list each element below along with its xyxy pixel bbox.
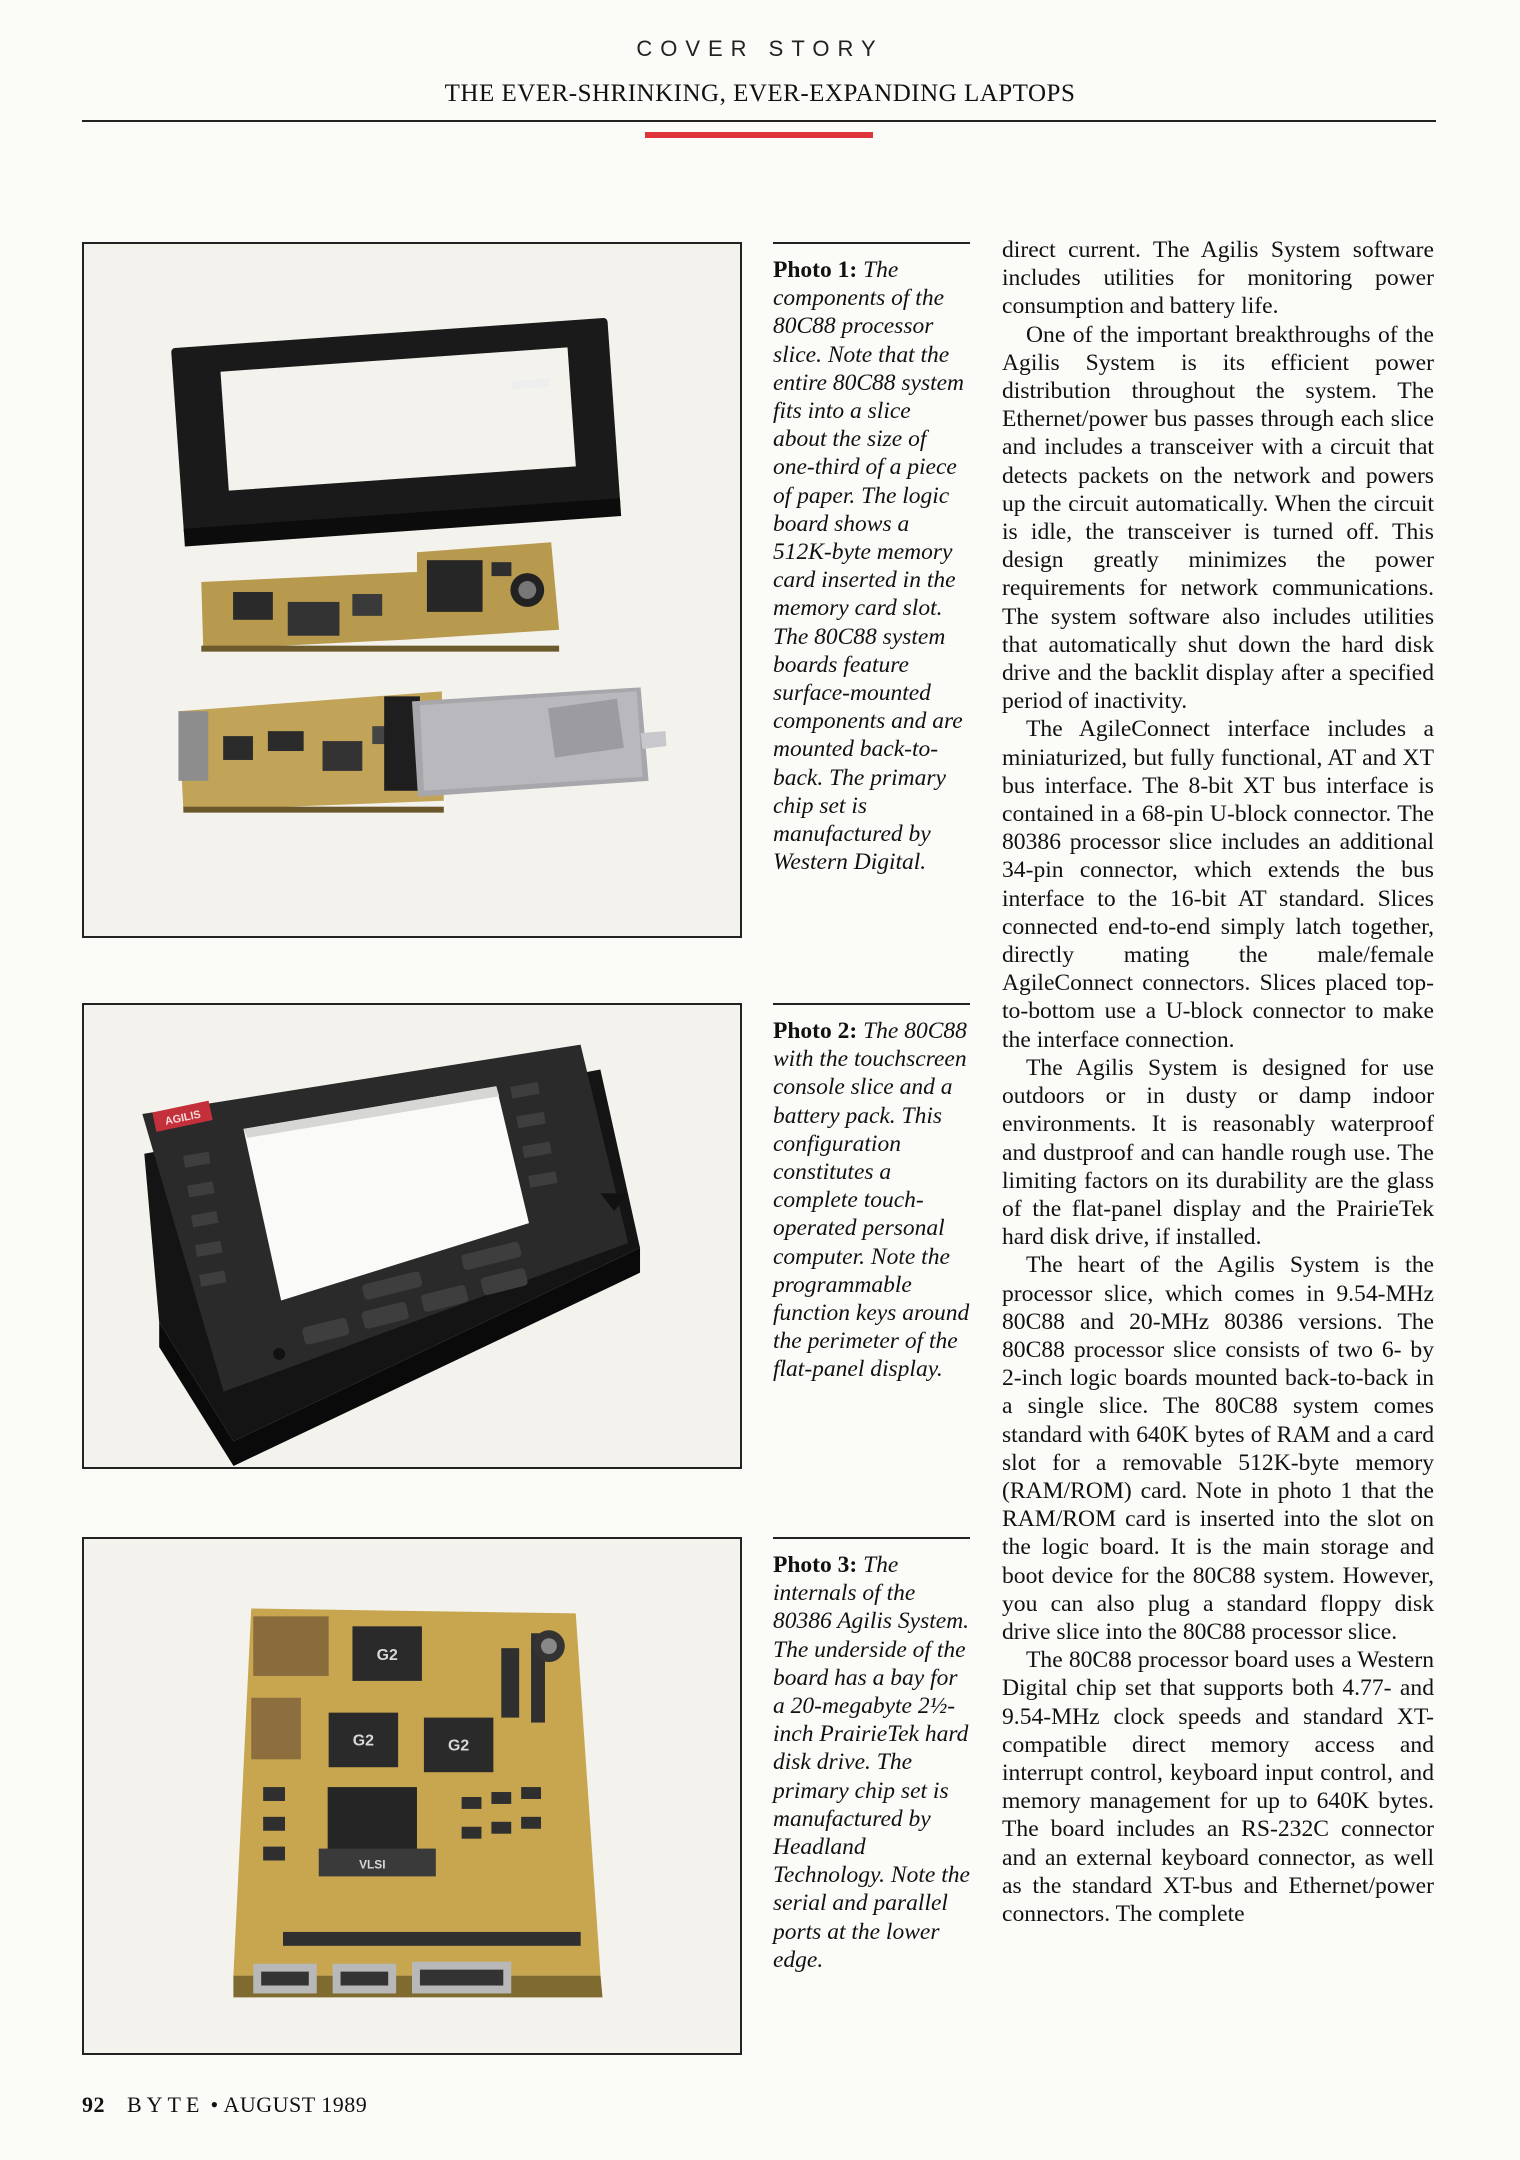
- article-body: [1002, 236, 1434, 1928]
- photo-2-caption: [773, 1003, 970, 1384]
- body-paragraph: The heart of the Agilis System is the processor slice, which comes in 9.54-MHz 80C88 and 20-MHz 80386 versions. The 80C88 processor slice consists of two 6- by 2-inch logic boards mounted back-to-back in a single slice. The 80C88 system comes standard with 640K bytes of RAM and a card slot for a removable 512K-byte memory (RAM/ROM) card. Note in photo 1 that the RAM/ROM card is inserted into the slot on the logic board. It is the main storage and boot device for the 80C88 system. However, you can also plug a standard floppy disk drive slice into the 80C88 processor slice.: [1002, 1252, 1434, 1645]
- body-paragraph: direct current. The Agilis System software includes utilities for monitoring power consumption and battery life.: [1002, 237, 1434, 320]
- photo-2-frame: [82, 1003, 742, 1469]
- header-rule: [82, 120, 1436, 122]
- footer-separator: •: [210, 2092, 219, 2117]
- photo-2-image: [84, 1005, 740, 1467]
- body-paragraph: One of the important breakthroughs of the Agilis System is its efficient power distribution throughout the system. The Ethernet/power bus passes through each slice and includes a transceiver with a circuit that detects packets on the network and powers up the circuit automatically. When the circuit is idle, the transceiver is turned off. This design greatly minimizes the power requirements for network communications. The system software also includes utilities that automatically shut down the hard disk drive and the backlit display after a specified period of inactivity.: [1002, 321, 1434, 715]
- photo-2-label: Photo 2:: [773, 1018, 858, 1044]
- photo-1-caption: [773, 242, 970, 876]
- page-footer: [82, 2092, 367, 2118]
- issue-date: AUGUST 1989: [223, 2092, 368, 2117]
- photo-3-label: Photo 3:: [773, 1552, 858, 1578]
- photo-3-caption: [773, 1537, 970, 1974]
- body-paragraph: The Agilis System is designed for use outdoors or in dusty or damp indoor environments. It is reasonably waterproof and dustproof and can handle rough use. The limiting factors on its durability are the glass of the flat-panel display and the PrairieTek hard disk drive, if installed.: [1002, 1054, 1434, 1251]
- page-number: 92: [82, 2092, 105, 2117]
- chip-label-3: G2: [448, 1737, 470, 1755]
- magazine-name: BYTE: [127, 2092, 205, 2117]
- body-paragraph: The 80C88 processor board uses a Western Digital chip set that supports both 4.77- and 9.54-MHz clock speeds and standard XT-compatible direct memory access and interrupt control, keyboard input control, and memory management for up to 640K bytes. The board includes an RS-232C connector and an external keyboard connector, as well as the standard XT-bus and Ethernet/power connectors. The complete: [1002, 1647, 1434, 1927]
- photo-3-frame: [82, 1537, 742, 2055]
- section-kicker: COVER STORY: [636, 36, 884, 61]
- photo-2-text: The 80C88 with the touchscreen console slice and a battery pack. This configuration constitutes a complete touch-operated personal computer. Note the programmable function keys around the perimeter of the flat-panel display.: [773, 1018, 970, 1383]
- accent-bar: [645, 132, 873, 138]
- photo-1-text: The components of the 80C88 processor slice. Note that the entire 80C88 system fits into a slice about the size of one-third of a piece of paper. The logic board shows a 512K-byte memory card inserted in the memory card slot. The 80C88 system boards feature surface-mounted components and are mounted back-to-back. The primary chip set is manufactured by Western Digital.: [773, 257, 965, 876]
- agilis-logo-text: AGILIS: [163, 1108, 202, 1128]
- photo-1-label: Photo 1:: [773, 257, 858, 283]
- body-paragraph: The AgileConnect interface includes a miniaturized, but fully functional, AT and XT bus interface. The 8-bit XT bus interface is contained in a 68-pin U-block connector. The 80386 processor slice includes an additional 34-pin connector, which extends the bus interface to the 16-bit AT standard. Slices connected end-to-end simply latch together, directly mating the male/female AgileConnect connectors. Slices placed top-to-bottom use a U-block connector to make the interface connection.: [1002, 716, 1434, 1053]
- article-headline: THE EVER-SHRINKING, EVER-EXPANDING LAPTOPS: [444, 80, 1076, 107]
- photo-3-text: The internals of the 80386 Agilis System. The underside of the board has a bay for a 20-megabyte 2½-inch PrairieTek hard disk drive. The primary chip set is manufactured by Headland Technology. Note the serial and parallel ports at the lower edge.: [773, 1552, 970, 1973]
- chip-label-4: VLSI: [359, 1857, 386, 1872]
- photo-1-frame: [82, 242, 742, 938]
- photo-3-image: [84, 1539, 740, 2053]
- chip-label-1: G2: [376, 1647, 398, 1665]
- photo-1-image: [84, 244, 740, 936]
- chip-label-2: G2: [352, 1732, 374, 1750]
